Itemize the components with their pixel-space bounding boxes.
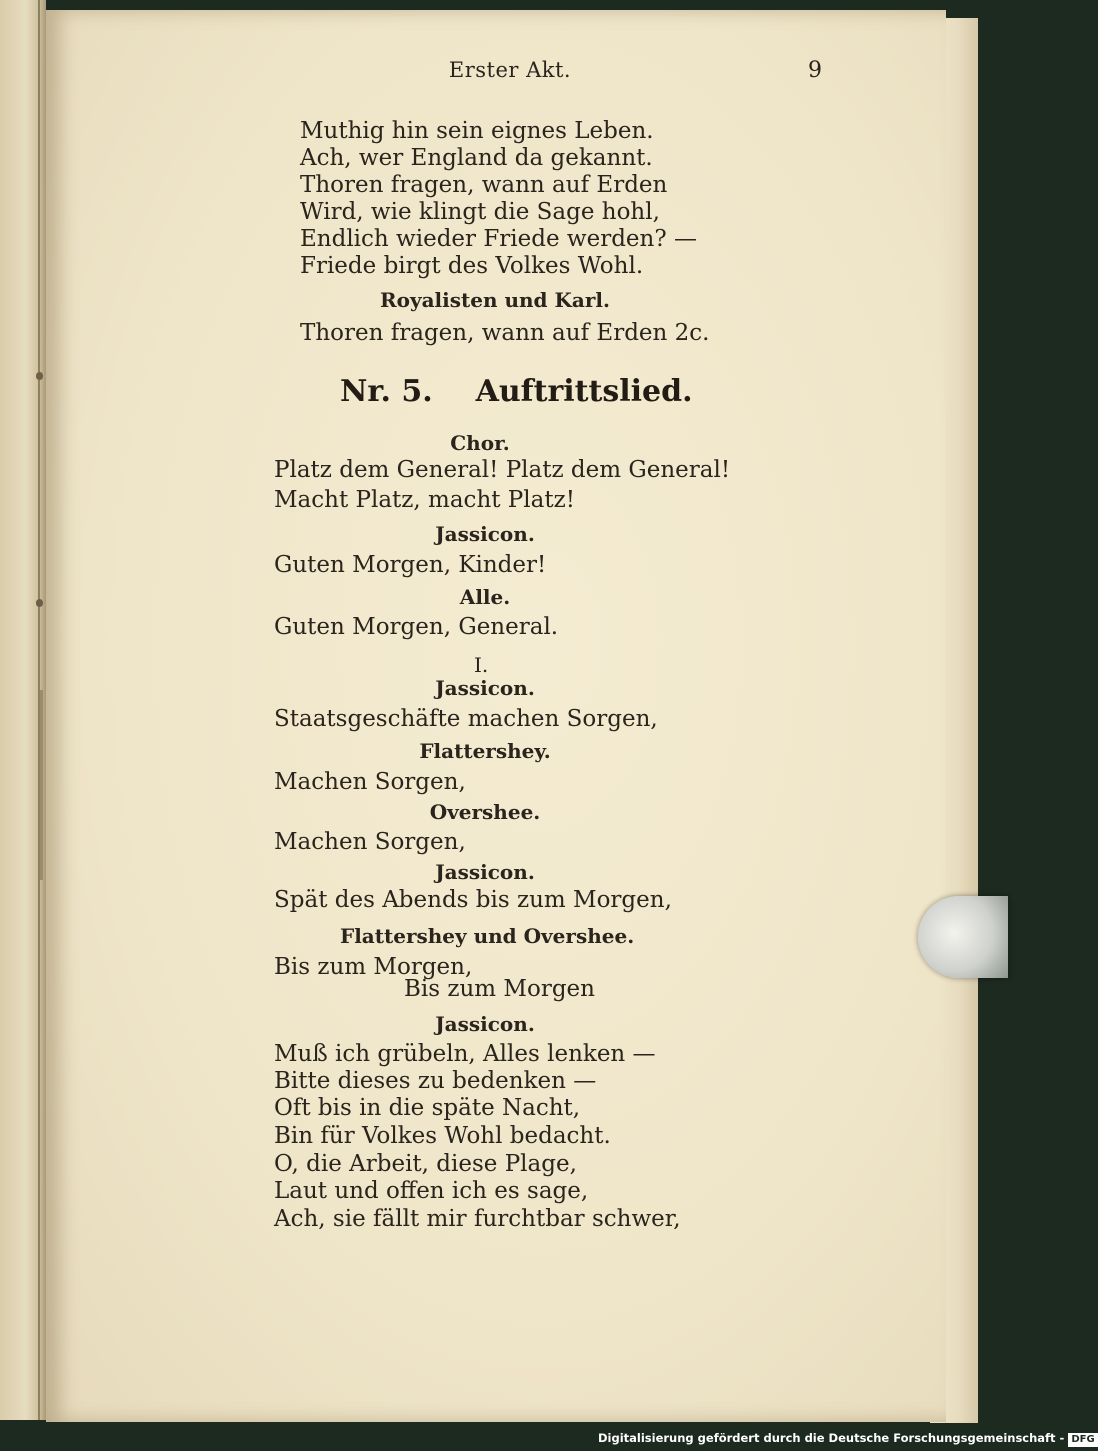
speaker-label: Chor. [450, 431, 510, 455]
verse-line: Muthig hin sein eignes Leben. [300, 118, 654, 144]
section-name: Auftrittslied. [475, 374, 693, 409]
binding-mark [36, 372, 43, 380]
verse-line: Guten Morgen, General. [274, 614, 559, 640]
section-title [340, 374, 693, 409]
speaker-label: Jassicon. [435, 676, 535, 700]
speaker-label: Flattershey. [419, 739, 551, 763]
verse-line: Machen Sorgen, [274, 769, 466, 795]
verse-line: Ach, wer England da gekannt. [300, 145, 653, 171]
running-title: Erster Akt. [448, 58, 572, 82]
speaker-label: Alle. [459, 585, 511, 609]
credit-text: Digitalisierung gefördert durch die Deutsche Forschungsgemeinschaft - [598, 1431, 1065, 1445]
binding-mark [36, 599, 43, 607]
verse-line: Endlich wieder Friede werden? — [300, 226, 697, 252]
verse-line: Wird, wie klingt die Sage hohl, [300, 199, 660, 225]
verse-line: Thoren fragen, wann auf Erden 2c. [300, 320, 710, 346]
verse-line: Guten Morgen, Kinder! [274, 552, 547, 578]
speaker-label: Jassicon. [435, 860, 535, 884]
verse-line: Platz dem General! Platz dem General! [274, 457, 731, 483]
verse-line: Machen Sorgen, [274, 829, 466, 855]
verse-line: Ach, sie fällt mir furchtbar schwer, [274, 1206, 681, 1232]
verse-line: Macht Platz, macht Platz! [274, 487, 575, 513]
section-number: Nr. 5. [340, 374, 433, 409]
verse-line: Oft bis in die späte Nacht, [274, 1095, 581, 1121]
digitization-credit [598, 1428, 1095, 1448]
page-number: 9 [808, 58, 822, 83]
verse-line: Muß ich grübeln, Alles lenken — [274, 1041, 656, 1067]
thumb-image [918, 896, 1008, 978]
verse-line: Laut und offen ich es sage, [274, 1178, 589, 1204]
verse-line: Thoren fragen, wann auf Erden [300, 172, 668, 198]
verse-line: O, die Arbeit, diese Plage, [274, 1151, 577, 1177]
binding-strip [40, 690, 43, 880]
verse-line: Friede birgt des Volkes Wohl. [300, 253, 644, 279]
speaker-label: Jassicon. [435, 522, 535, 546]
verse-line: Bitte dieses zu bedenken — [274, 1068, 597, 1094]
verse-line: Bin für Volkes Wohl bedacht. [274, 1123, 611, 1149]
speaker-label: Jassicon. [435, 1012, 535, 1036]
speaker-label: Royalisten und Karl. [380, 288, 610, 312]
verse-line: Bis zum Morgen [404, 976, 595, 1002]
stanza-number: I. [474, 653, 489, 677]
verse-line: Staatsgeschäfte machen Sorgen, [274, 706, 658, 732]
verse-line: Bis zum Morgen, [274, 954, 473, 980]
verse-line: Spät des Abends bis zum Morgen, [274, 887, 672, 913]
dfg-logo: DFG [1068, 1433, 1097, 1447]
speaker-label: Overshee. [429, 800, 541, 824]
speaker-label: Flattershey und Overshee. [340, 924, 635, 948]
